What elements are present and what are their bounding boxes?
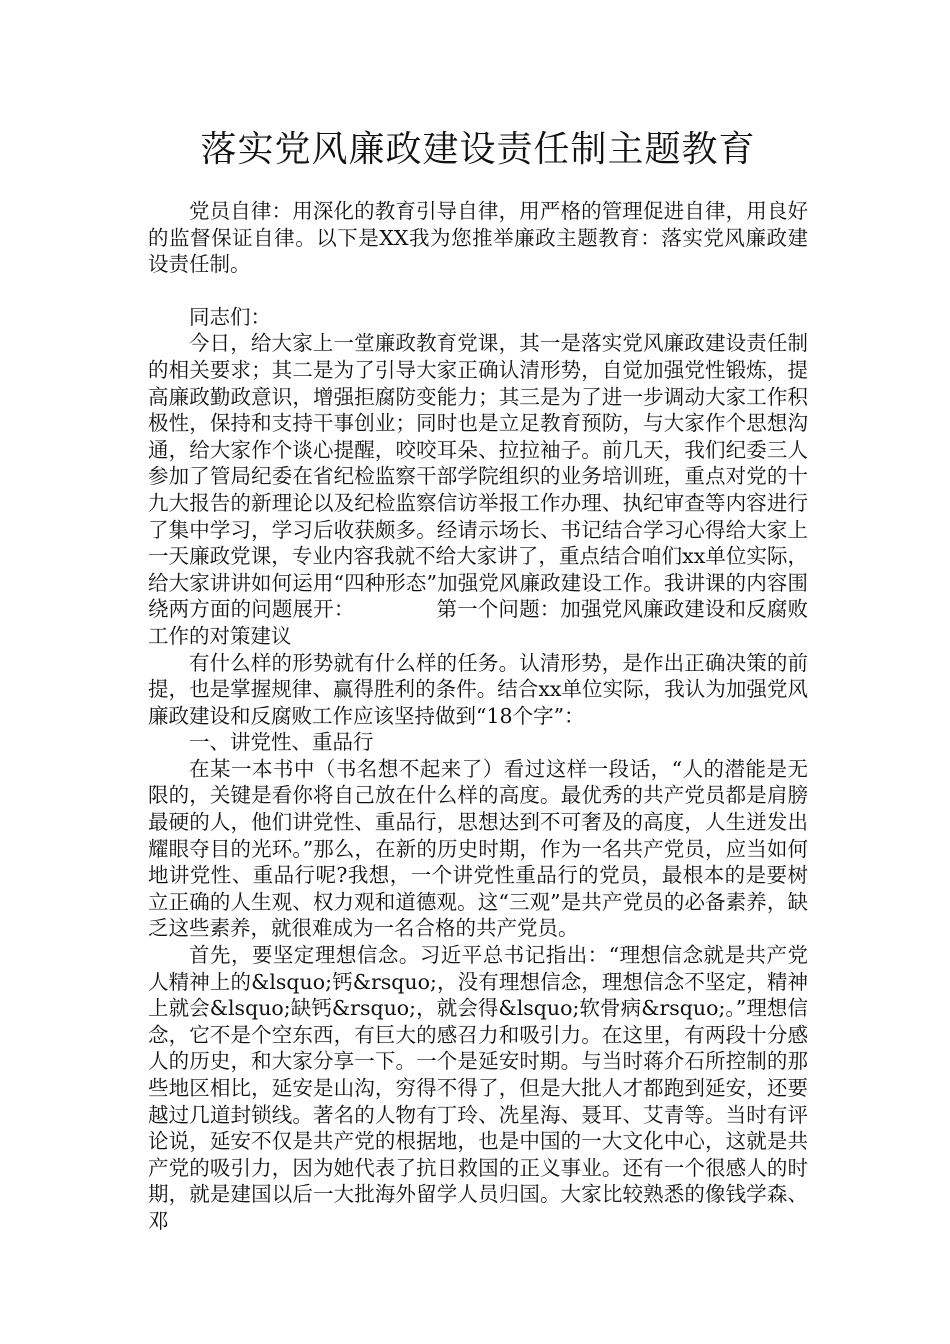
- problem-one-heading: 第一个问题：加强党风廉政建设和反腐败工作的对策建议: [148, 597, 809, 648]
- paragraph-4: 首先，要坚定理想信念。习近平总书记指出：“理想信念就是共产党人精神上的&lsquo;钙&rsquo;，没有理想信念，理想信念不坚定，精神上就会&lsquo;缺钙&rsquo;，就会得&lsquo;软骨病&rsquo;。”理想信念，它不是个空东西，有巨大的感召力和吸引力。在这里，有两段十分感人的历史，和大家分享一下。一个是延安时期。与当时蒋介石所控制的那些地区相比，延安是山沟，穷得不得了，但是大批人才都跑到延安，还要越过几道封锁线。著名的人物有丁玲、冼星海、聂耳、艾青等。当时有评论说，延安不仅是共产党的根据地，也是中国的一大文化中心，这就是共产党的吸引力，因为她代表了抗日救国的正义事业。还有一个很感人的时期，就是建国以后一大批海外留学人员归国。大家比较熟悉的像钱学森、邓: [148, 943, 808, 1233]
- document-body: [148, 198, 808, 1235]
- paragraph-1-text: 今日，给大家上一堂廉政教育党课，其一是落实党风廉政建设责任制的相关要求；其二是为了引导大家正确认清形势，自觉加强党性锻炼，提高廉政勤政意识，增强拒腐防变能力；其三是为了进一步调动大家工作积极性，保持和支持干事创业；同时也是立足教育预防，与大家作个思想沟通，给大家作个谈心提醒，咬咬耳朵、拉拉袖子。前几天，我们纪委三人参加了管局纪委在省纪检监察干部学院组织的业务培训班，重点对党的十九大报告的新理论以及纪检监察信访举报工作办理、执纪审查等内容进行了集中学习，学习后收获颇多。经请示场长、书记结合学习心得给大家上一天廉政党课，专业内容我就不给大家讲了，重点结合咱们xx单位实际，给大家讲讲如何运用“四种形态”加强党风廉政建设工作。我讲课的内容围绕两方面的问题展开：: [148, 331, 808, 622]
- paragraph-1: [148, 330, 808, 649]
- paragraph-2: 有什么样的形势就有什么样的任务。认清形势，是作出正确决策的前提，也是掌握规律、赢得胜利的条件。结合xx单位实际，我认为加强党风廉政建设和反腐败工作应该坚持做到“18个字”：: [148, 650, 808, 728]
- document-title: 落实党风廉政建设责任制主题教育: [200, 129, 756, 170]
- section-heading-1: 一、讲党性、重品行: [189, 730, 374, 755]
- paragraph-3: 在某一本书中（书名想不起来了）看过这样一段话，“人的潜能是无限的，关键是看你将自己放在什么样的高度。最优秀的共产党员都是肩膀最硬的人，他们讲党性、重品行，思想达到不可奢及的高度，人生迸发出耀眼夺目的光环。”那么，在新的历史时期，作为一名共产党员，应当如何地讲党性、重品行呢?我想，一个讲党性重品行的党员，最根本的是要树立正确的人生观、权力观和道德观。这“三观”是共产党员的必备素养，缺乏这些素养，就很难成为一名合格的共产党员。: [148, 756, 808, 941]
- greeting: 同志们：: [189, 304, 271, 329]
- document-page: [148, 0, 808, 1344]
- intro-paragraph: 党员自律：用深化的教育引导自律，用严格的管理促进自律，用良好的监督保证自律。以下是XX我为您推举廉政主题教育：落实党风廉政建设责任制。: [148, 199, 808, 277]
